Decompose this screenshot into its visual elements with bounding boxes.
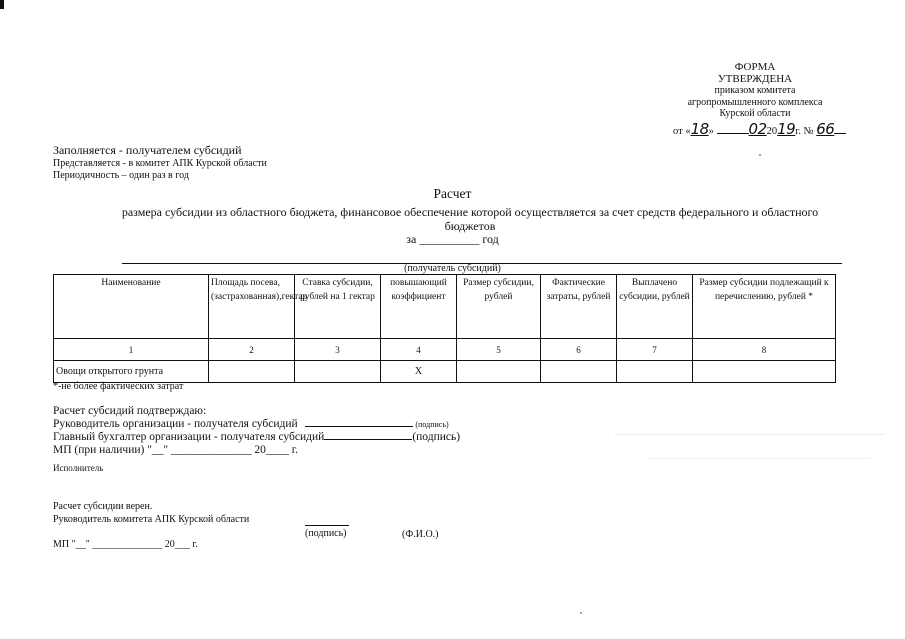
confirmation-block: [53, 405, 460, 456]
header-cell: Выплачено субсидии, рублей: [617, 275, 693, 339]
accountant-signature-line: [53, 431, 460, 444]
table-header-row: [54, 275, 836, 339]
header-cell: Наименование: [54, 275, 209, 339]
scan-dot: [580, 612, 582, 614]
filler-line: Заполняется - получателем субсидий: [53, 143, 242, 157]
table-cell: [209, 361, 295, 383]
header-cell: Ставка субсидии, рублей на 1 гектар: [295, 275, 381, 339]
table-cell: [693, 361, 836, 383]
header-cell: Размер субсидии, рублей: [457, 275, 541, 339]
column-number: 4: [381, 339, 457, 361]
confirm-title: Расчет субсидий подтверждаю:: [53, 405, 207, 417]
form-label: ФОРМА: [734, 61, 776, 73]
approval-number: 66: [816, 120, 835, 138]
executor-label: Исполнитель: [53, 463, 104, 473]
recipient-caption: (получатель субсидий): [404, 263, 501, 274]
committee-signature-underline: [305, 525, 349, 526]
stamp-date-line: МП (при наличии) "__" ______________ 20____ г.: [53, 443, 299, 456]
scan-corner-mark: [0, 0, 4, 9]
table-cell: [541, 361, 617, 383]
accountant-line-text: Главный бухгалтер организации - получателя субсидий: [53, 431, 325, 443]
name-caption: (Ф.И.О.): [402, 529, 439, 540]
head-signature-line: [53, 418, 460, 432]
footnote: *-не более фактических затрат: [53, 381, 184, 392]
signature-caption: (подпись): [305, 528, 347, 539]
approved-label: УТВЕРЖДЕНА: [717, 72, 793, 85]
table-row: [54, 361, 836, 383]
verify-title: Расчет субсидии верен.: [53, 501, 153, 512]
header-cell: повышающий коэффициент: [381, 275, 457, 339]
order-label: приказом комитета: [714, 85, 796, 96]
period-line: за __________ год: [406, 232, 499, 246]
subsidy-table: [53, 274, 836, 383]
scan-noise: [615, 434, 885, 435]
region-label: Курской области: [719, 108, 791, 119]
table-cell: [617, 361, 693, 383]
verify-stamp-line: МП "__" ______________ 20___ г.: [53, 539, 198, 550]
header-cell: Площадь посева,(застрахованная),гектар: [209, 275, 295, 339]
scan-noise: [650, 458, 870, 459]
table-cell: [457, 361, 541, 383]
form-approval-block: [650, 62, 860, 120]
approval-year-suffix: г. №: [795, 126, 814, 137]
recipient-line: Представляется - в комитет АПК Курской области: [53, 158, 267, 169]
coefficient-cell: Х: [381, 361, 457, 383]
committee-head-line: Руководитель комитета АПК Курской области: [53, 514, 250, 525]
crop-name-cell: Овощи открытого грунта: [54, 361, 209, 383]
approval-year: 19: [777, 120, 796, 138]
column-number: 6: [541, 339, 617, 361]
submission-info: [53, 143, 267, 182]
approval-day: 18: [690, 120, 709, 138]
committee-label: агропромышленного комплекса: [687, 96, 823, 108]
approval-date-line: [673, 120, 846, 138]
column-number: 8: [693, 339, 836, 361]
column-number: 7: [617, 339, 693, 361]
column-number: 5: [457, 339, 541, 361]
column-number: 1: [54, 339, 209, 361]
head-line-text: Руководитель организации - получателя субсидий: [53, 417, 298, 430]
document-subtitle: размера субсидии из областного бюджета, финансовое обеспечение которой осуществляется за счет средств федерального и областного бюджетов: [121, 205, 819, 233]
table-cell: [295, 361, 381, 383]
approval-prefix: от «: [673, 126, 691, 137]
approval-month: 02: [748, 120, 767, 138]
header-cell: Размер субсидии подлежащий к перечислению, рублей *: [693, 275, 836, 339]
scan-dot: [759, 154, 761, 156]
signature-caption: (подпись): [412, 431, 461, 443]
periodicity-line: Периодичность – один раз в год: [53, 170, 189, 181]
column-number: 2: [209, 339, 295, 361]
document-title: Расчет: [433, 186, 472, 201]
signature-caption: (подпись): [415, 419, 449, 429]
approval-quote: »: [708, 126, 714, 137]
column-number-row: [54, 339, 836, 361]
header-cell: Фактические затраты, рублей: [541, 275, 617, 339]
approval-year-prefix: 20: [766, 126, 778, 137]
column-number: 3: [295, 339, 381, 361]
